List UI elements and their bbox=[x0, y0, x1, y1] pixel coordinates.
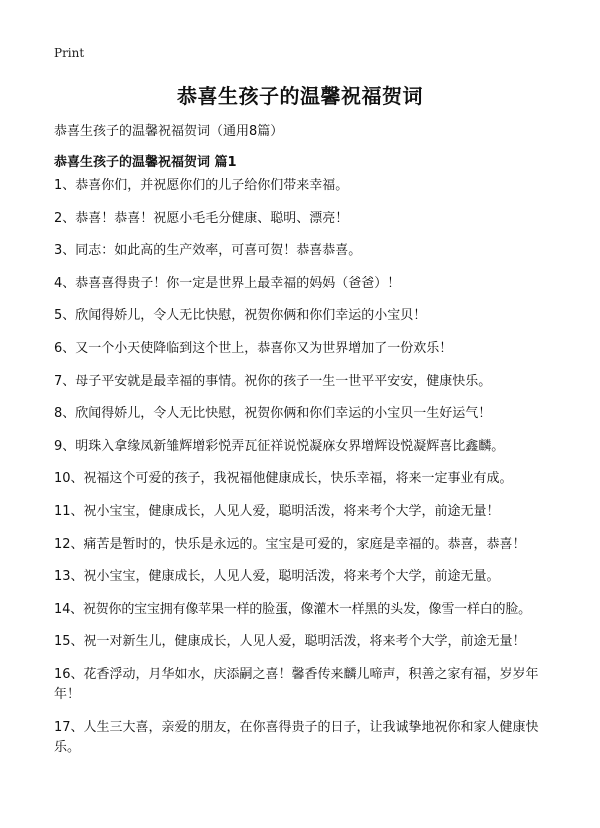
list-item: 9、明珠入拿缘凤新雏辉增彩悦弄瓦征祥说悦凝庥女界增辉设悦凝辉喜比鑫麟。 bbox=[54, 438, 505, 454]
list-item: 4、恭喜喜得贵子！你一定是世界上最幸福的妈妈（爸爸）！ bbox=[54, 275, 401, 291]
blessing-list bbox=[54, 176, 554, 770]
print-link[interactable]: Print bbox=[54, 46, 85, 60]
list-item: 5、欣闻得娇儿，令人无比快慰，祝贺你俩和你们幸运的小宝贝！ bbox=[54, 308, 427, 324]
list-item: 15、祝一对新生儿，健康成长，人见人爱，聪明活泼，将来考个大学，前途无量！ bbox=[54, 634, 526, 650]
list-item: 13、祝小宝宝，健康成长，人见人爱，聪明活泼，将来考个大学，前途无量。 bbox=[54, 569, 500, 585]
list-item: 3、同志：如此高的生产效率，可喜可贺！恭喜恭喜。 bbox=[54, 243, 362, 259]
list-item: 10、祝福这个可爱的孩子，我祝福他健康成长，快乐幸福，将来一定事业有成。 bbox=[54, 471, 513, 487]
list-item: 6、又一个小天使降临到这个世上，恭喜你又为世界增加了一份欢乐！ bbox=[54, 340, 453, 356]
list-item: 7、母子平安就是最幸福的事情。祝你的孩子一生一世平平安安，健康快乐。 bbox=[54, 373, 492, 389]
document-subtitle: 恭喜生孩子的温馨祝福贺词（通用8篇） bbox=[54, 124, 284, 139]
list-item: 8、欣闻得娇儿，令人无比快慰，祝贺你俩和你们幸运的小宝贝一生好运气！ bbox=[54, 406, 492, 422]
list-item: 14、祝贺你的宝宝拥有像苹果一样的脸蛋，像灌木一样黑的头发，像雪一样白的脸。 bbox=[54, 601, 531, 617]
list-item: 11、祝小宝宝，健康成长，人见人爱，聪明活泼，将来考个大学，前途无量！ bbox=[54, 503, 500, 519]
page-title: 恭喜生孩子的温馨祝福贺词 bbox=[177, 84, 423, 108]
list-item: 2、恭喜！恭喜！祝愿小毛毛分健康、聪明、漂亮！ bbox=[54, 210, 349, 226]
list-item: 12、痛苦是暂时的，快乐是永远的。宝宝是可爱的，家庭是幸福的。恭喜，恭喜！ bbox=[54, 536, 526, 552]
list-item: 1、恭喜你们，并祝愿你们的儿子给你们带来幸福。 bbox=[54, 178, 349, 193]
list-item: 16、花香浮动，月华如水，庆添嗣之喜！馨香传来麟儿啼声，积善之家有福，岁岁年年！ bbox=[54, 666, 539, 702]
list-item: 17、人生三大喜，亲爱的朋友，在你喜得贵子的日子，让我诚挚地祝你和家人健康快乐。 bbox=[54, 719, 539, 755]
section-heading: 恭喜生孩子的温馨祝福贺词 篇1 bbox=[54, 155, 237, 170]
